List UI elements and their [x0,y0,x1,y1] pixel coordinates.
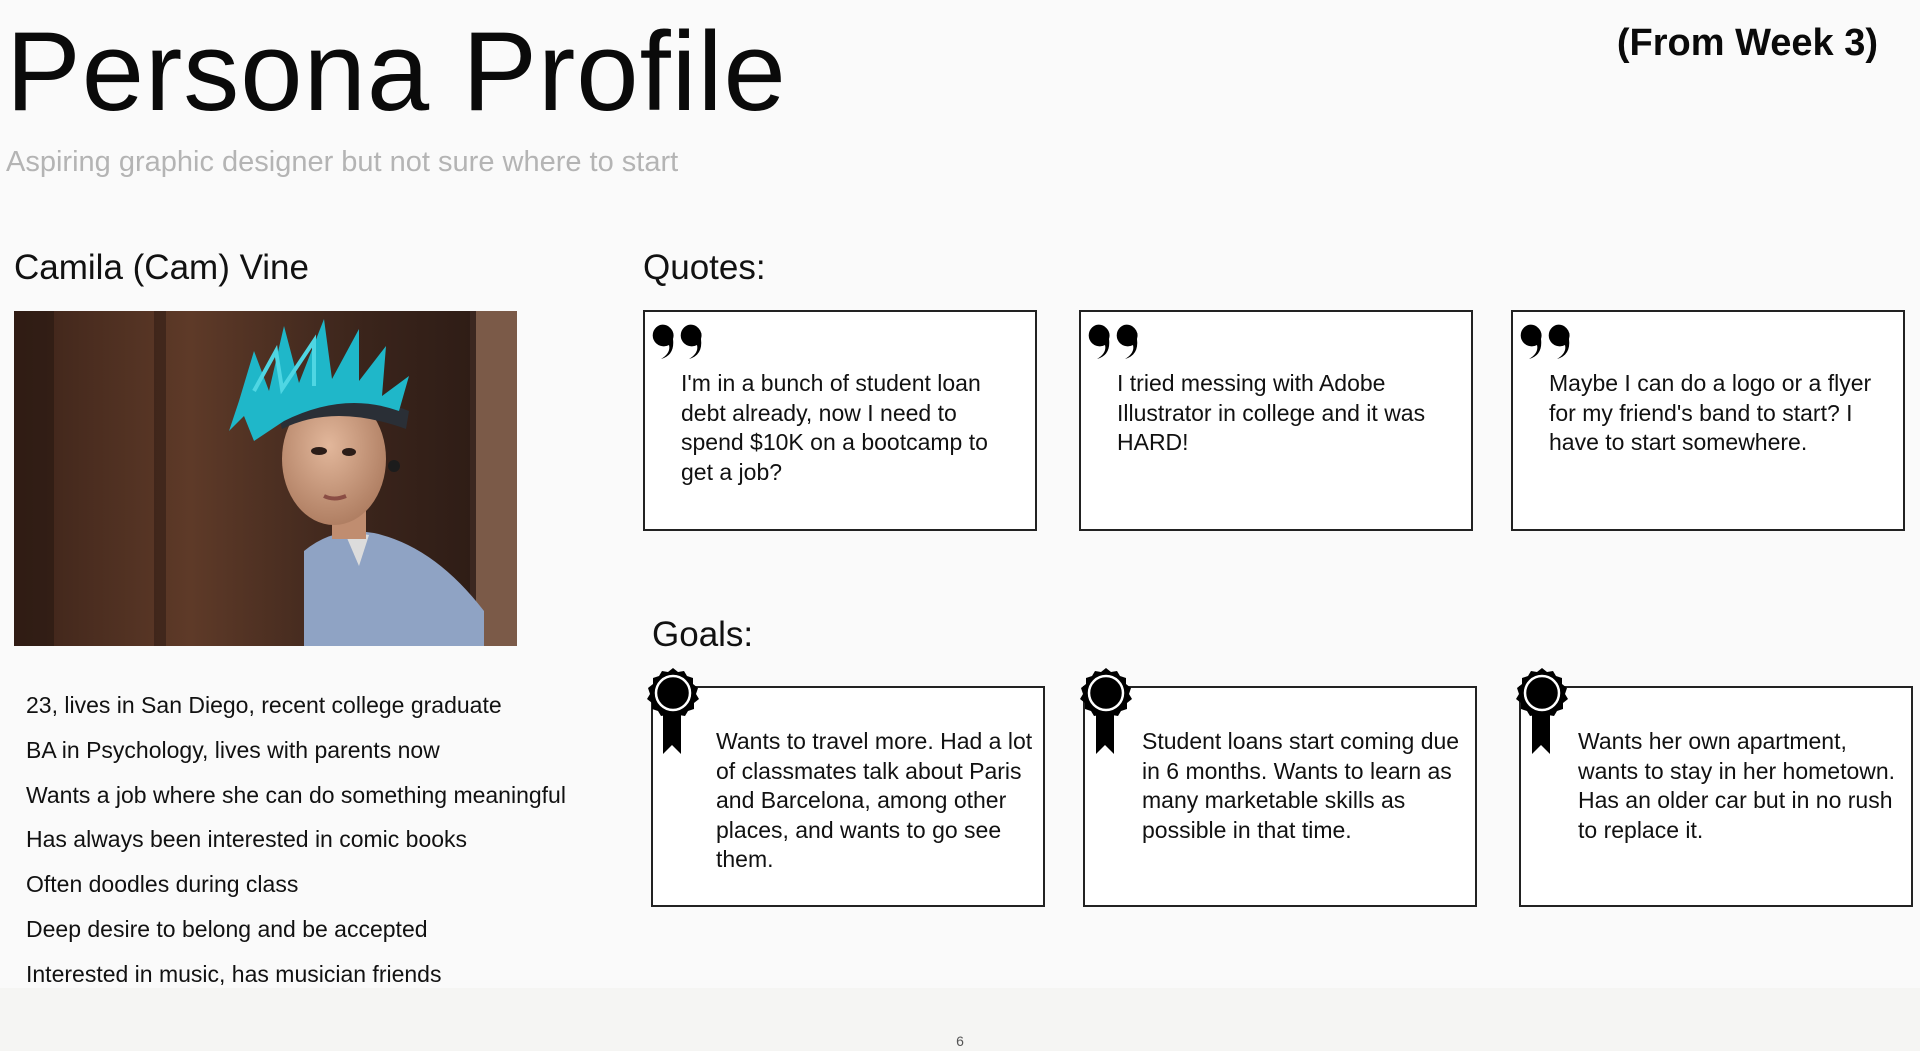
goal-card [1083,686,1477,907]
award-ribbon-icon [1514,668,1570,754]
goal-text: Wants to travel more. Had a lot of classmates talk about Paris and Barcelona, among other places, and wants to go see them. [716,728,1033,873]
goals-heading: Goals: [652,615,754,654]
goal-card [651,686,1045,907]
persona-name: Camila (Cam) Vine [14,248,309,287]
page-subtitle: Aspiring graphic designer but not sure where to start [6,146,679,178]
quote-icon [649,323,703,361]
trait-item: Has always been interested in comic books [26,826,468,853]
quote-icon [1517,323,1571,361]
week-tag: (From Week 3) [1616,22,1878,64]
goal-card [1519,686,1913,907]
quotes-heading: Quotes: [643,248,766,287]
page-title: Persona Profile [6,9,787,134]
quote-text: Maybe I can do a logo or a flyer for my friend's band to start? I have to start somewhere. [1549,370,1872,456]
trait-item: Interested in music, has musician friends [26,960,442,987]
award-ribbon-icon [1078,668,1134,754]
quote-card [643,310,1037,531]
trait-item: Deep desire to belong and be accepted [26,915,428,942]
award-ribbon-icon [645,668,701,754]
trait-item: Often doodles during class [26,871,299,898]
page-number: 6 [956,1033,964,1049]
persona-photo [14,311,517,646]
quote-card [1079,310,1473,531]
trait-item: 23, lives in San Diego, recent college graduate [26,692,502,718]
quote-icon [1085,323,1139,361]
quote-card [1511,310,1905,531]
trait-item: Wants a job where she can do something meaningful [26,781,566,808]
quote-text: I tried messing with Adobe Illustrator in college and it was HARD! [1117,370,1426,456]
quote-text: I'm in a bunch of student loan debt already, now I need to spend $10K on a bootcamp to get a job? [681,370,988,485]
trait-item: BA in Psychology, lives with parents now [26,736,440,763]
goal-text: Wants her own apartment, wants to stay in her hometown. Has an older car but in no rush to replace it. [1578,728,1896,843]
persona-traits-list [26,683,566,997]
goal-text: Student loans start coming due in 6 months. Wants to learn as many marketable skills as possible in that time. [1142,728,1460,843]
